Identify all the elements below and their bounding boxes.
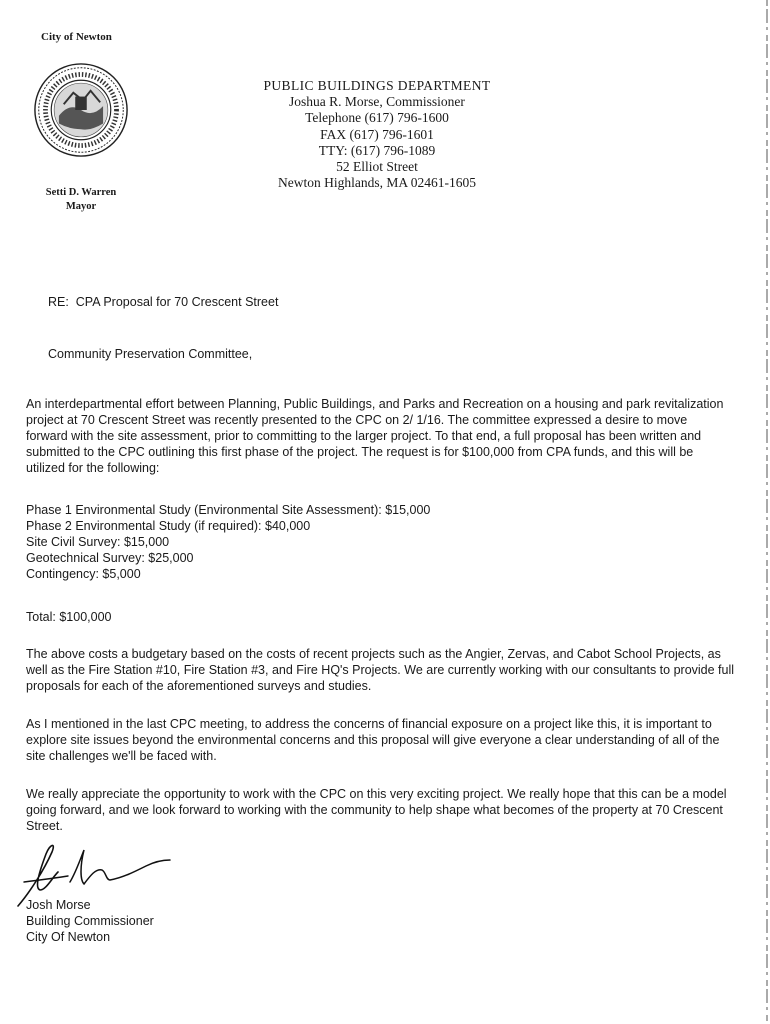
commissioner-line: Joshua R. Morse, Commissioner xyxy=(289,94,465,110)
tty-line: TTY: (617) 796-1089 xyxy=(318,142,436,158)
paragraph-line: submitted to the CPC outlining this first phase of the project. The request is for $100,000 from CPA funds, and this will be xyxy=(26,445,694,459)
cost-item: Contingency: $5,000 xyxy=(26,567,141,581)
paragraph-line: project at 70 Crescent Street was recently presented to the CPC on 2/ 1/16. The committee expressed a desire to move xyxy=(26,413,688,427)
paragraph-line: going forward, and we look forward to working with the community to help shape what becomes of the property at 70 Crescent xyxy=(26,803,723,817)
cost-item: Geotechnical Survey: $25,000 xyxy=(26,551,194,565)
mayor-block xyxy=(36,186,126,214)
signer-name: Josh Morse xyxy=(26,898,91,912)
paragraph-line: As I mentioned in the last CPC meeting, to address the concerns of financial exposure on a project like this, it is important to xyxy=(26,717,712,731)
fax-line: FAX (617) 796-1601 xyxy=(320,126,434,142)
paragraph-line: Street. xyxy=(26,819,63,833)
cost-item: Site Civil Survey: $15,000 xyxy=(26,535,170,549)
paragraph-intro xyxy=(26,396,746,476)
paragraph-line: well as the Fire Station #10, Fire Station #3, and Fire HQ's Projects. We are currently working with our consultants to provide full xyxy=(26,663,735,677)
paragraph-line: forward with the site assessment, prior to committing to the larger project. To that end, a full proposal has been written and xyxy=(26,429,702,443)
salutation: Community Preservation Committee, xyxy=(48,347,253,361)
scan-edge-divider xyxy=(762,0,770,1024)
cost-list xyxy=(26,502,746,582)
paragraph-line: proposals for each of the aforementioned surveys and studies. xyxy=(26,679,372,693)
cost-item: Phase 1 Environmental Study (Environmental Site Assessment): $15,000 xyxy=(26,503,431,517)
subject-line: RE: CPA Proposal for 70 Crescent Street xyxy=(48,295,279,309)
paragraph-line: The above costs a budgetary based on the costs of recent projects such as the Angier, Zervas, and Cabot School Projects, as xyxy=(26,647,721,661)
cost-item: Phase 2 Environmental Study (if required): $40,000 xyxy=(26,519,311,533)
paragraph-line: We really appreciate the opportunity to work with the CPC on this very exciting project. We really hope that this can be a model xyxy=(26,787,727,801)
telephone-line: Telephone (617) 796-1600 xyxy=(305,110,449,126)
paragraph-line: utilized for the following: xyxy=(26,461,160,475)
paragraph-budget xyxy=(26,646,746,694)
signature-block xyxy=(26,897,154,945)
city-name: City of Newton xyxy=(41,31,112,43)
department-address-block xyxy=(222,78,532,191)
department-title: PUBLIC BUILDINGS DEPARTMENT xyxy=(263,78,491,93)
paragraph-line: explore site issues beyond the environmental concerns and this proposal will give everyone a clear understanding of all of the xyxy=(26,733,720,747)
city-state-zip-line: Newton Highlands, MA 02461-1605 xyxy=(278,175,476,191)
signer-organization: City Of Newton xyxy=(26,930,111,944)
paragraph-line: site challenges we'll be faced with. xyxy=(26,749,217,763)
street-line: 52 Elliot Street xyxy=(336,159,418,175)
mayor-name: Setti D. Warren xyxy=(45,187,117,198)
signer-title: Building Commissioner xyxy=(26,914,154,928)
paragraph-closing xyxy=(26,786,746,834)
mayor-title: Mayor xyxy=(65,201,97,212)
paragraph-exposure xyxy=(26,716,746,764)
paragraph-line: An interdepartmental effort between Planning, Public Buildings, and Parks and Recreation on a housing and park revitalization xyxy=(26,397,724,411)
total-line: Total: $100,000 xyxy=(26,610,112,624)
city-seal-icon xyxy=(33,62,129,158)
